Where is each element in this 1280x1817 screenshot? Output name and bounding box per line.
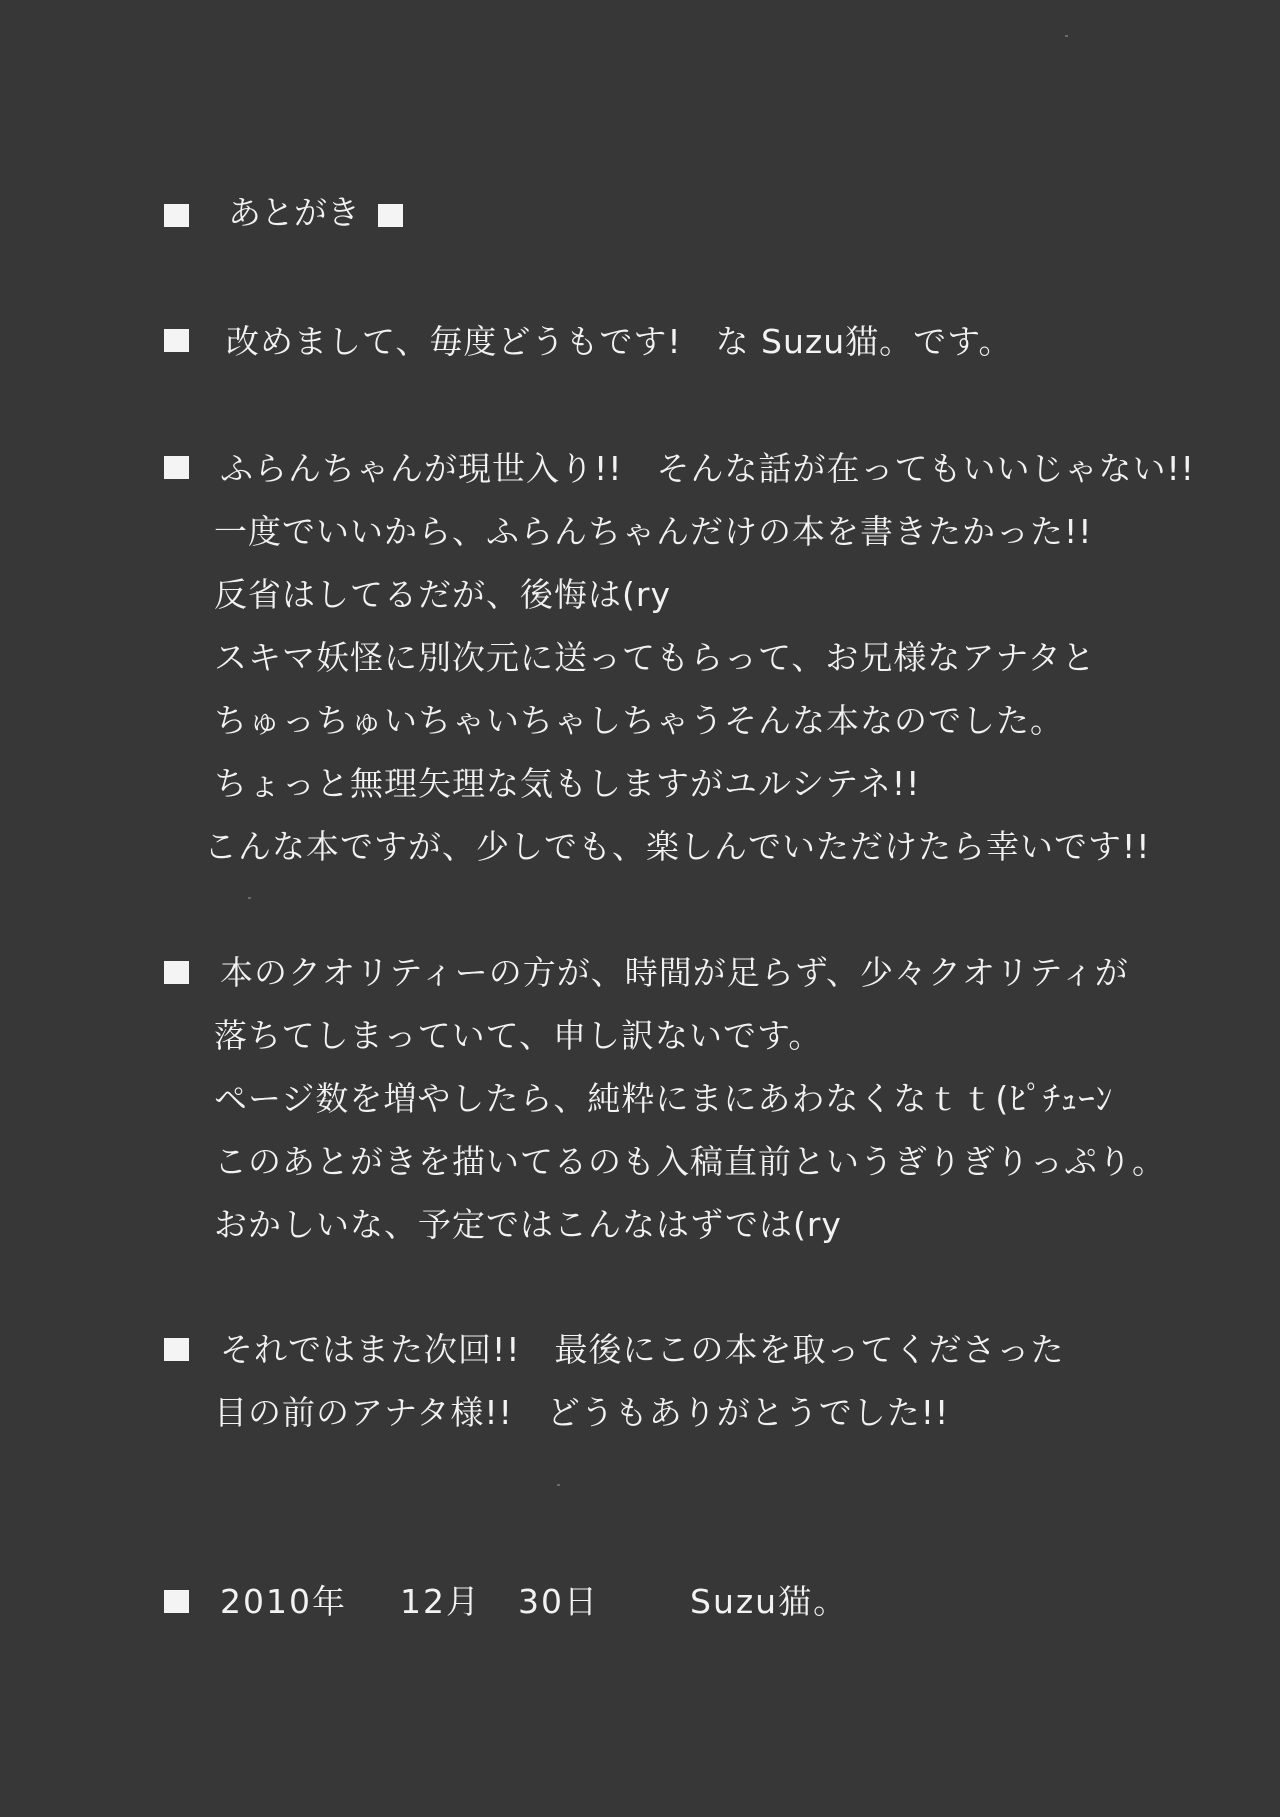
paragraph3-bullet <box>164 1338 189 1361</box>
paragraph1-line: スキマ妖怪に別次元に送ってもらって、お兄様なアナタと <box>214 638 1096 677</box>
paragraph2-line: 本のクオリティーの方が、時間が足らず、少々クオリティが <box>220 953 1129 992</box>
paragraph1-line: ちゅっちゅいちゃいちゃしちゃうそんな本なのでした。 <box>214 701 1064 740</box>
greeting-line: 改めまして、毎度どうもです! な Suzu猫。です。 <box>226 322 1013 361</box>
paragraph2-line: おかしいな、予定ではこんなはずでは(ry <box>214 1205 842 1244</box>
greeting-bullet <box>164 329 189 352</box>
signature-day: 30日 <box>518 1582 599 1621</box>
paper-speck <box>1065 35 1068 37</box>
paragraph2-line: このあとがきを描いてるのも入稿直前というぎりぎりっぷり。 <box>214 1142 1166 1181</box>
paragraph2-line: ページ数を増やしたら、純粋にまにあわなくなｔｔ(ﾋﾟﾁｭｰﾝ <box>214 1079 1114 1118</box>
signature-bullet <box>164 1590 189 1613</box>
paragraph3-line: 目の前のアナタ様!! どうもありがとうでした!! <box>214 1393 950 1432</box>
paper-speck <box>557 1484 560 1486</box>
paragraph1-line: 反省はしてるだが、後悔は(ry <box>214 575 671 614</box>
afterword-heading: あとがき <box>228 193 360 232</box>
paragraph3-line: それではまた次回!! 最後にこの本を取ってくださった <box>220 1330 1065 1369</box>
paper-speck <box>248 897 251 899</box>
paragraph1-line: ふらんちゃんが現世入り!! そんな話が在ってもいいじゃない!! <box>220 449 1195 488</box>
paragraph2-bullet <box>164 961 189 984</box>
paragraph2-line: 落ちてしまっていて、申し訳ないです。 <box>214 1016 823 1055</box>
paragraph1-line: ちょっと無理矢理な気もしますがユルシテネ!! <box>214 764 921 803</box>
paragraph1-line: こんな本ですが、少しでも、楽しんでいただけたら幸いです!! <box>204 827 1151 866</box>
heading-bullet-right <box>378 204 403 227</box>
signature-author: Suzu猫。 <box>690 1582 849 1621</box>
heading-bullet-left <box>164 204 189 227</box>
signature-year: 2010年 <box>220 1582 347 1621</box>
paragraph1-line: 一度でいいから、ふらんちゃんだけの本を書きたかった!! <box>214 512 1093 551</box>
paragraph1-bullet <box>164 456 189 479</box>
signature-month: 12月 <box>400 1582 481 1621</box>
